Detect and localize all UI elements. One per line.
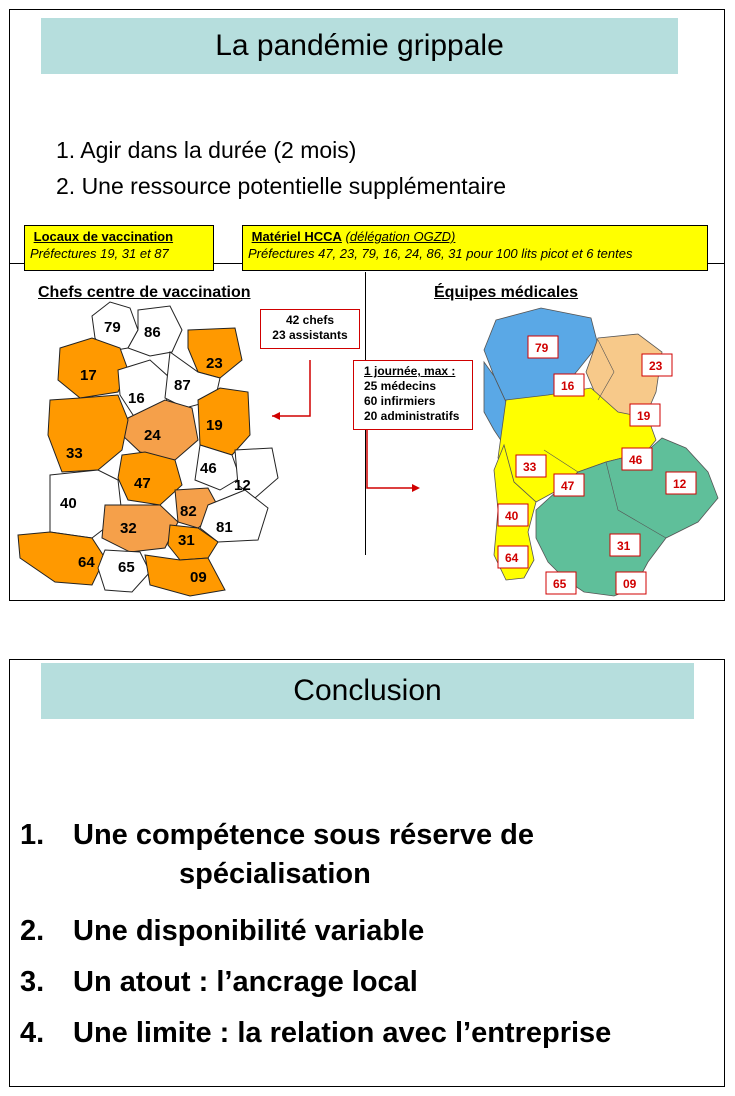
- right-map-label: 47: [561, 479, 575, 493]
- item-number: 4.: [20, 1017, 45, 1049]
- locaux-box: [24, 225, 214, 271]
- left-map-label: 24: [144, 427, 161, 444]
- slide-title: La pandémie grippale: [41, 18, 678, 74]
- materiel-heading: Matériel HCCA: [251, 229, 342, 244]
- locaux-detail: Préfectures 19, 31 et 87: [30, 246, 169, 261]
- left-map-label: 82: [180, 503, 197, 520]
- right-map-label: 40: [505, 509, 519, 523]
- left-map-label: 16: [128, 390, 145, 407]
- item-text: Une limite : la relation avec l’entreprise: [73, 1017, 612, 1049]
- left-map-label: 46: [200, 460, 217, 477]
- right-map-label: 12: [673, 477, 687, 491]
- item-text: Une compétence sous réserve de: [73, 819, 534, 851]
- item-text: Une disponibilité variable: [73, 915, 425, 947]
- equipes-title: Équipes médicales: [434, 284, 579, 301]
- callout-line: 25 médecins: [364, 379, 437, 393]
- left-map-label: 81: [216, 519, 233, 536]
- left-map-label: 23: [206, 355, 223, 372]
- right-map-label: 31: [617, 539, 631, 553]
- conclusion-item: [20, 957, 611, 1008]
- right-map-label: 16: [561, 379, 575, 393]
- locaux-heading: Locaux de vaccination: [33, 229, 174, 244]
- chefs-callout: [260, 309, 360, 349]
- callout-line: 20 administratifs: [364, 409, 460, 423]
- right-map-label: 46: [629, 453, 643, 467]
- left-map-label: 19: [206, 417, 223, 434]
- right-map-label: 79: [535, 341, 549, 355]
- slide-pandemie: [9, 9, 725, 601]
- chefs-title: Chefs centre de vaccination: [38, 284, 251, 301]
- left-map-label: 64: [78, 554, 95, 571]
- objectives-list: [56, 132, 506, 204]
- objective-item: 1. Agir dans la durée (2 mois): [56, 137, 357, 163]
- left-map-label: 87: [174, 377, 191, 394]
- left-map-label: 40: [60, 495, 77, 512]
- callout-line: 42 chefs: [285, 313, 335, 327]
- left-map-label: 09: [190, 569, 207, 586]
- right-map-label: 09: [623, 577, 637, 591]
- item-number: 1.: [20, 819, 45, 851]
- slide-title: Conclusion: [41, 663, 694, 719]
- conclusion-item: [20, 815, 611, 893]
- callout-line: 60 infirmiers: [364, 394, 436, 408]
- left-map-label: 12: [234, 477, 251, 494]
- materiel-box: [242, 225, 708, 271]
- left-map-label: 79: [104, 319, 121, 336]
- left-map-label: 32: [120, 520, 137, 537]
- item-number: 2.: [20, 915, 45, 947]
- right-map-label: 33: [523, 460, 537, 474]
- conclusion-item: [20, 1008, 611, 1059]
- item-text-continued: spécialisation: [179, 858, 371, 890]
- materiel-note: (délégation OGZD): [345, 229, 456, 244]
- equipes-callout: [353, 360, 473, 430]
- callout-heading: 1 journée, max :: [364, 364, 456, 378]
- left-map-label: 31: [178, 532, 195, 549]
- right-map-label: 23: [649, 359, 663, 373]
- callout-line: 23 assistants: [272, 328, 348, 342]
- conclusion-item: [20, 906, 611, 957]
- left-map-label: 17: [80, 367, 97, 384]
- right-map-label: 65: [553, 577, 567, 591]
- materiel-detail: Préfectures 47, 23, 79, 16, 24, 86, 31 pour 100 lits picot et 6 tentes: [248, 246, 633, 261]
- right-map-label: 64: [505, 551, 519, 565]
- slide-conclusion: [9, 659, 725, 1087]
- item-text: Un atout : l’ancrage local: [73, 966, 418, 998]
- right-map-label: 19: [637, 409, 651, 423]
- left-map-label: 47: [134, 475, 151, 492]
- left-map-label: 86: [144, 324, 161, 341]
- conclusion-list: [20, 815, 611, 1059]
- equipes-arrow: [365, 430, 425, 510]
- left-map-label: 65: [118, 559, 135, 576]
- left-map-label: 33: [66, 445, 83, 462]
- objective-item: 2. Une ressource potentielle supplémentaire: [56, 173, 507, 199]
- item-number: 3.: [20, 966, 45, 998]
